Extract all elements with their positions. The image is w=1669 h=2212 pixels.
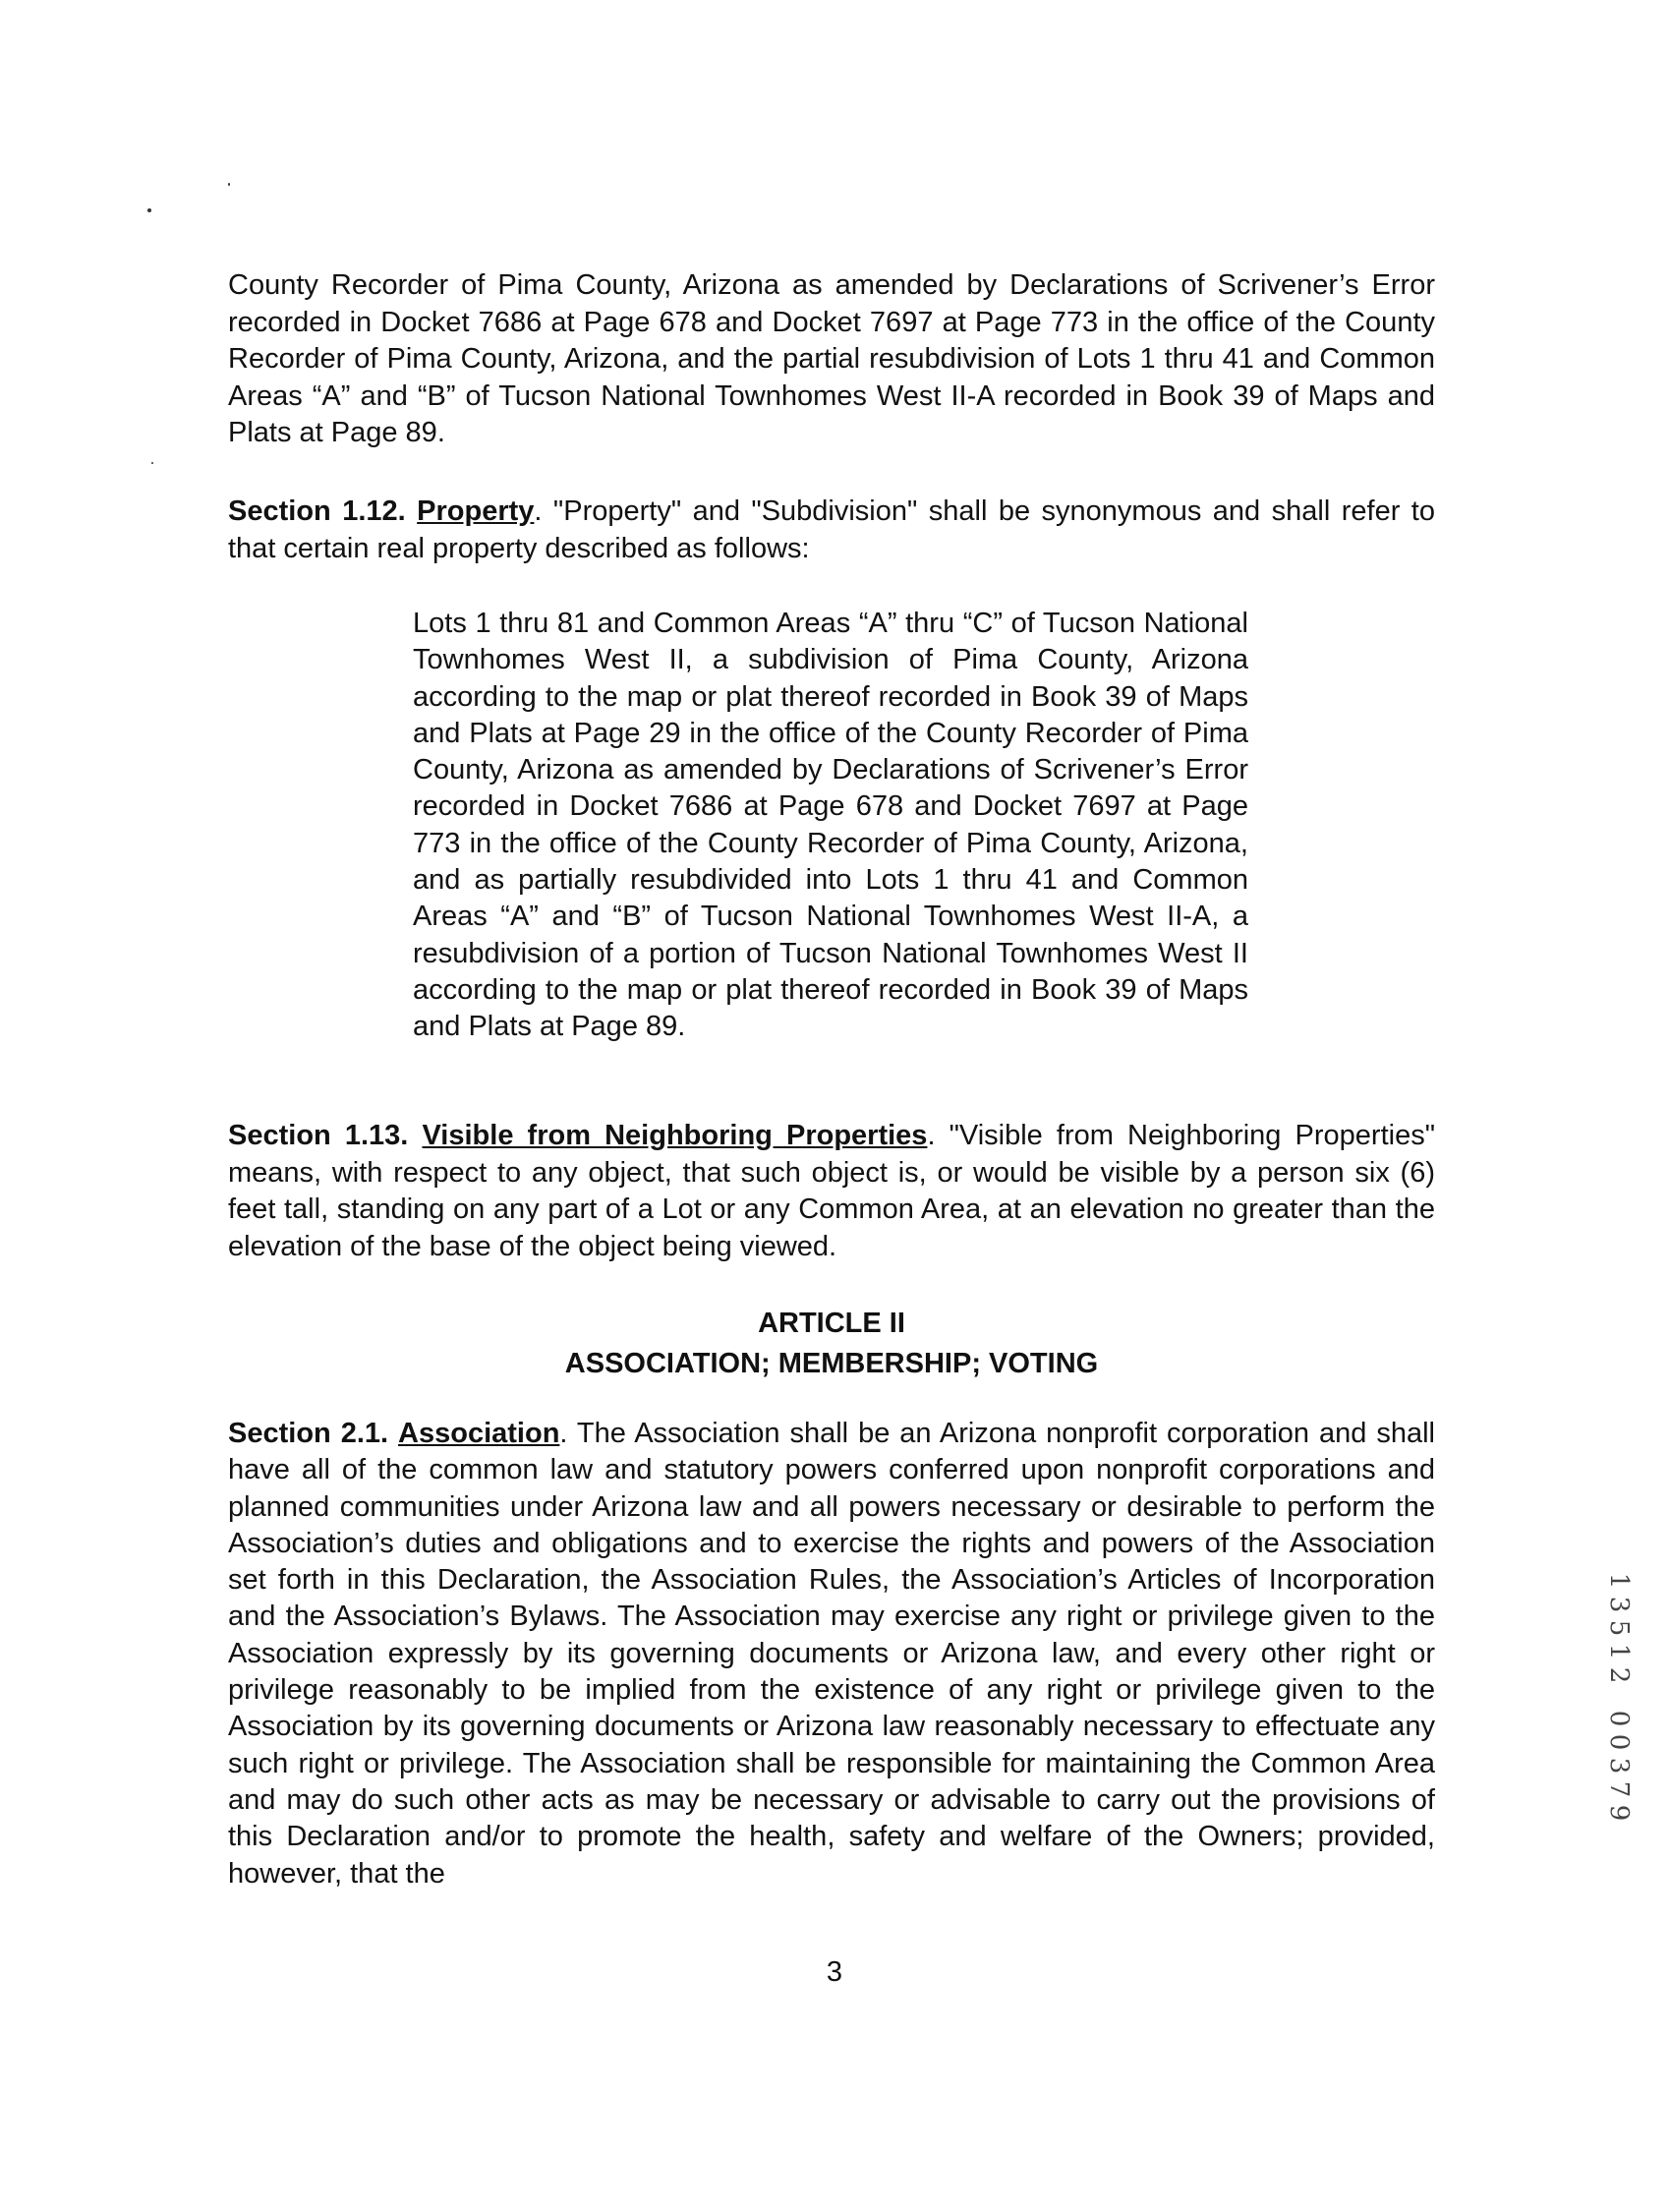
stamp-digit: 7: [1604, 1780, 1634, 1798]
stamp-digit: 1: [1604, 1643, 1634, 1660]
stamp-digit: 1: [1604, 1572, 1634, 1590]
stamp-digit: 3: [1604, 1596, 1634, 1613]
scan-speck: [151, 462, 153, 464]
stamp-digit: 9: [1604, 1804, 1634, 1822]
stamp-digit: 3: [1604, 1757, 1634, 1775]
article-title: ASSOCIATION; MEMBERSHIP; VOTING: [564, 1348, 1099, 1379]
section-label: Section 1.12.: [228, 495, 406, 527]
scan-speck: [147, 208, 151, 212]
section-text: . "Visible from Neighboring Properties" means, with respect to any object, that such object is, or would be visible by a person six (6) feet tall, standing on any part of a Lot or any Common Area, at an elevation no greater than the elevation of the base of the object being viewed.: [228, 1120, 1435, 1262]
stamp-digit: 0: [1604, 1710, 1634, 1727]
stamp-digit: 0: [1604, 1733, 1634, 1751]
section-1-13: [228, 1118, 1435, 1265]
section-heading: Association: [398, 1418, 560, 1449]
section-1-12: [228, 494, 1435, 567]
section-heading: Property: [417, 495, 535, 527]
legal-description: Lots 1 thru 81 and Common Areas “A” thru “C” of Tucson National Townhomes West II, a subdivision of Pima County, Arizona according to the map or plat thereof recorded in Book 39 of Maps and Plats at Page 29 in the office of the County Recorder of Pima County, Arizona as amended by Declarations of Scrivener’s Error recorded in Docket 7686 at Page 678 and Docket 7697 at Page 773 in the office of the County Recorder of Pima County, Arizona, and as partially resubdivided into Lots 1 thru 41 and Common Areas “A” and “B” of Tucson National Townhomes West II-A, a resubdivision of a portion of Tucson National Townhomes West II according to the map or plat thereof recorded in Book 39 of Maps and Plats at Page 89.: [413, 608, 1248, 1043]
recording-stamp: [1604, 1569, 1634, 1825]
section-2-1: [228, 1416, 1435, 1892]
article-heading: [228, 1304, 1435, 1384]
stamp-digit: 2: [1604, 1666, 1634, 1684]
section-label: Section 1.13.: [228, 1120, 409, 1151]
section-text: . The Association shall be an Arizona nonprofit corporation and shall have all of the common law and statutory powers conferred upon nonprofit corporations and planned communities under Arizona law and all powers necessary or desirable to perform the Association’s duties and obligations and to exercise the rights and powers of the Association set forth in this Declaration, the Association Rules, the Association’s Articles of Incorporation and the Association’s Bylaws. The Association may exercise any right or privilege given to the Association expressly by its governing documents or Arizona law, and every other right or privilege reasonably to be implied from the existence of any right or privilege given to the Association by its governing documents or Arizona law reasonably necessary to effectuate any such right or privilege. The Association shall be responsible for maintaining the Common Area and may do such other acts as may be necessary or advisable to carry out the provisions of this Declaration and/or to promote the health, safety and welfare of the Owners; provided, however, that the: [228, 1418, 1435, 1890]
section-label: Section 2.1.: [228, 1418, 389, 1449]
section-heading: Visible from Neighboring Properties: [422, 1120, 928, 1151]
article-number: ARTICLE II: [758, 1308, 905, 1339]
page-number: 3: [826, 1956, 843, 1988]
scan-speck: [228, 183, 230, 186]
intro-paragraph: County Recorder of Pima County, Arizona as amended by Declarations of Scrivener’s Error recorded in Docket 7686 at Page 678 and Docket 7697 at Page 773 in the office of the County Recorder of Pima County, Arizona, and the partial resubdivision of Lots 1 thru 41 and Common Areas “A” and “B” of Tucson National Townhomes West II-A recorded in Book 39 of Maps and Plats at Page 89.: [228, 269, 1435, 448]
stamp-digit: 5: [1604, 1619, 1634, 1637]
section-text: . "Property" and "Subdivision" shall be synonymous and shall refer to that certain real property described as follows:: [228, 495, 1435, 564]
